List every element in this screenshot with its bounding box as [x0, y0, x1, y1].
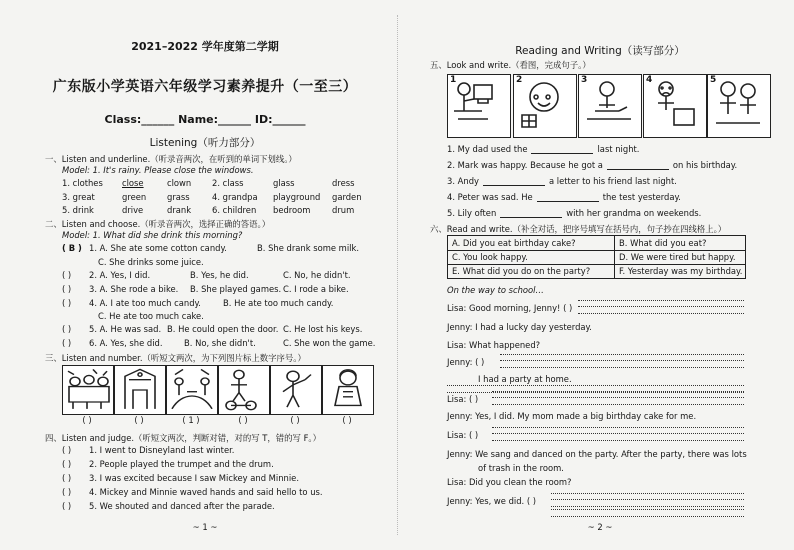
listening-picture-number[interactable]: ( ): [134, 415, 144, 425]
sec2-q6-c: C. She won the game.: [283, 338, 376, 348]
answer-blank[interactable]: [483, 176, 545, 186]
sec2-q6-b: B. No, she didn't.: [184, 338, 256, 348]
dialog-line: of trash in the room.: [478, 463, 564, 473]
dialog-line: I had a party at home.: [478, 374, 572, 384]
sec1-word[interactable]: 1. clothes: [62, 178, 103, 188]
sec2-q2-mark[interactable]: ( ): [62, 270, 72, 280]
judge-statement: 2. People played the trumpet and the drum.: [89, 459, 274, 469]
sec1-title: 一、Listen and underline.（听录音两次，在听到的单词下划线。）: [45, 154, 297, 164]
sec2-q2-c: C. No, he didn't.: [283, 270, 351, 280]
sec2-q2-a: 2. A. Yes, I did.: [89, 270, 151, 280]
writing-picture: [447, 74, 511, 138]
sentence-start: 5. Lily often: [447, 208, 497, 218]
sec1-word[interactable]: 5. drink: [62, 205, 94, 215]
judge-answer-mark[interactable]: ( ): [62, 501, 72, 511]
four-line-writing-grid[interactable]: [551, 509, 744, 517]
sec1-word[interactable]: bedroom: [273, 205, 311, 215]
sec2-q5-c: C. He lost his keys.: [283, 324, 363, 334]
judge-answer-mark[interactable]: ( ): [62, 459, 72, 469]
writing-picture: [707, 74, 771, 138]
answer-blank[interactable]: [531, 144, 593, 154]
sec2-q3-b: B. She played games.: [190, 284, 282, 294]
sec2-q4-b: B. He ate too much candy.: [223, 298, 334, 308]
page-2-footer: ~ 2 ~: [587, 522, 613, 532]
sec1-word[interactable]: clown: [167, 178, 192, 188]
main-title: 广东版小学英语六年级学习素养提升（一至三）: [52, 79, 358, 95]
picture-number: 4: [646, 75, 653, 85]
judge-answer-mark[interactable]: ( ): [62, 487, 72, 497]
sentence-end: on his birthday.: [672, 160, 738, 170]
sec2-model: Model: 1. What did she drink this morning?: [62, 230, 243, 240]
sentence-start: 3. Andy: [447, 176, 479, 186]
four-line-writing-grid[interactable]: [551, 493, 744, 507]
sentence-start: 4. Peter was sad. He: [447, 192, 533, 202]
sec1-word[interactable]: green: [122, 192, 147, 202]
page-divider: [397, 15, 398, 535]
dialog-line: Lisa: ( ): [447, 430, 479, 440]
sec2-q4-c: C. He ate too much cake.: [98, 311, 204, 321]
sec2-q2-b: B. Yes, he did.: [190, 270, 249, 280]
sec1-word[interactable]: grass: [167, 192, 190, 202]
sentence-end: with her grandma on weekends.: [566, 208, 702, 218]
listening-picture-number[interactable]: ( ): [238, 415, 248, 425]
dialog-line: Lisa: Did you clean the room?: [447, 477, 572, 487]
grid-midline: [500, 360, 744, 361]
listening-picture-number[interactable]: ( ): [342, 415, 352, 425]
judge-answer-mark[interactable]: ( ): [62, 445, 72, 455]
sec2-q4-a: 4. A. I ate too much candy.: [89, 298, 201, 308]
sec2-q4-mark[interactable]: ( ): [62, 298, 72, 308]
listening-picture-number[interactable]: ( ): [290, 415, 300, 425]
sec2-q5-mark[interactable]: ( ): [62, 324, 72, 334]
dialog-line: Lisa: ( ): [447, 394, 479, 404]
dialog-line: Lisa: What happened?: [447, 340, 541, 350]
writing-picture: [578, 74, 642, 138]
sec2-q5-b: B. He could open the door.: [167, 324, 279, 334]
page-1-footer: ~ 1 ~: [192, 522, 218, 532]
sec1-word[interactable]: 6. children: [212, 205, 257, 215]
option-e: E. What did you do on the party?: [452, 266, 591, 276]
option-d: D. We were tired but happy.: [619, 252, 736, 262]
sec1-word[interactable]: close: [122, 178, 144, 188]
judge-statement: 4. Mickey and Minnie waved hands and said hello to us.: [89, 487, 323, 497]
sec6-intro: On the way to school…: [447, 285, 544, 295]
four-line-writing-grid[interactable]: [447, 385, 744, 393]
grid-midline: [551, 499, 744, 500]
dialog-line: Jenny: Yes, we did. ( ): [447, 496, 537, 506]
dialog-line: Jenny: We sang and danced on the party. After the party, there was lots: [447, 449, 747, 459]
dialog-line: Lisa: Good morning, Jenny! ( ): [447, 303, 573, 313]
sec2-model-answer: ( B ): [62, 243, 82, 253]
sec1-word[interactable]: 2. class: [212, 178, 244, 188]
listening-picture: [270, 365, 322, 415]
sec1-word[interactable]: drank: [167, 205, 192, 215]
sec4-title: 四、Listen and judge.（听短文两次，判断对错，对的写 T，错的写 F。）: [45, 433, 321, 443]
look-write-sentence: [447, 144, 639, 154]
sentence-start: 2. Mark was happy. Because he got a: [447, 160, 603, 170]
sec3-title: 三、Listen and number.（听短文两次，为下列图片标上数字序号。）: [45, 353, 306, 363]
sec2-q5-a: 5. A. He was sad.: [89, 324, 162, 334]
sentence-end: the test yesterday.: [602, 192, 681, 202]
answer-blank[interactable]: [607, 160, 669, 170]
dialog-line: Jenny: Yes, I did. My mom made a big birthday cake for me.: [447, 411, 697, 421]
grid-midline: [492, 433, 744, 434]
sentence-end: last night.: [597, 144, 640, 154]
listening-picture: [62, 365, 114, 415]
judge-statement: 1. I went to Disneyland last winter.: [89, 445, 235, 455]
listening-picture: [114, 365, 166, 415]
listening-picture-number[interactable]: ( ): [82, 415, 92, 425]
answer-blank[interactable]: [537, 192, 599, 202]
sec2-q3-mark[interactable]: ( ): [62, 284, 72, 294]
grid-midline: [492, 397, 744, 398]
year-title: 2021–2022 学年度第二学期: [131, 40, 279, 53]
sec5-title: 五、Look and write.（看图，完成句子。）: [430, 60, 591, 70]
listening-title: Listening（听力部分）: [149, 137, 261, 149]
sec1-word[interactable]: dress: [332, 178, 355, 188]
sec6-title: 六、Read and write.（补全对话，把序号填写在括号内，句子抄在四线格上。）: [430, 224, 727, 234]
sec1-model: Model: 1. It's rainy. Please close the windows.: [62, 165, 254, 175]
sec2-model-option-b: B. She drank some milk.: [257, 243, 360, 253]
sec1-word[interactable]: playground: [273, 192, 321, 202]
picture-number: 5: [710, 75, 717, 85]
sec2-title: 二、Listen and choose.（听录音两次，选择正确的答语。）: [45, 219, 271, 229]
sec1-word[interactable]: glass: [273, 178, 295, 188]
judge-statement: 5. We shouted and danced after the parade.: [89, 501, 275, 511]
four-line-writing-grid[interactable]: [492, 427, 744, 441]
sentence-start: 1. My dad used the: [447, 144, 528, 154]
sec6-options-box: [447, 235, 746, 279]
look-write-sentence: [447, 176, 677, 186]
option-b: B. What did you eat?: [619, 238, 707, 248]
judge-answer-mark[interactable]: ( ): [62, 473, 72, 483]
sec2-model-option-a: 1. A. She ate some cotton candy.: [89, 243, 227, 253]
answer-blank[interactable]: [500, 208, 562, 218]
four-line-writing-grid[interactable]: [500, 354, 744, 368]
judge-statement: 3. I was excited because I saw Mickey and Minnie.: [89, 473, 299, 483]
sec2-model-option-c: C. She drinks some juice.: [98, 257, 204, 267]
sentence-end: a letter to his friend last night.: [548, 176, 677, 186]
look-write-sentence: [447, 192, 681, 202]
picture-number: 3: [581, 75, 588, 85]
sec1-word[interactable]: drive: [122, 205, 144, 215]
picture-number: 2: [516, 75, 523, 85]
four-line-writing-grid[interactable]: [492, 391, 744, 405]
sec1-word[interactable]: 3. great: [62, 192, 95, 202]
sec1-word[interactable]: drum: [332, 205, 355, 215]
class-name-id-line: Class:______ Name:______ ID:______: [104, 113, 306, 126]
look-write-sentence: [447, 160, 737, 170]
sec2-q3-c: C. I rode a bike.: [283, 284, 349, 294]
reading-writing-title: Reading and Writing（读写部分）: [515, 45, 685, 57]
four-line-writing-grid[interactable]: [578, 300, 744, 314]
sec2-q6-a: 6. A. Yes, she did.: [89, 338, 163, 348]
option-c: C. You look happy.: [452, 252, 528, 262]
look-write-sentence: [447, 208, 701, 218]
sec1-word[interactable]: 4. grandpa: [212, 192, 258, 202]
dialog-line: Jenny: I had a lucky day yesterday.: [447, 322, 592, 332]
sec1-word[interactable]: garden: [332, 192, 362, 202]
listening-picture: [322, 365, 374, 415]
option-f: F. Yesterday was my birthday.: [619, 266, 743, 276]
picture-number: 1: [450, 75, 457, 85]
option-a: A. Did you eat birthday cake?: [452, 238, 576, 248]
listening-picture-number[interactable]: ( 1 ): [182, 415, 200, 425]
listening-picture: [166, 365, 218, 415]
sec2-q6-mark[interactable]: ( ): [62, 338, 72, 348]
writing-picture: [643, 74, 707, 138]
writing-picture: [513, 74, 577, 138]
listening-picture: [218, 365, 270, 415]
dialog-line: Jenny: ( ): [447, 357, 485, 367]
sec2-q3-a: 3. A. She rode a bike.: [89, 284, 179, 294]
grid-midline: [578, 306, 744, 307]
